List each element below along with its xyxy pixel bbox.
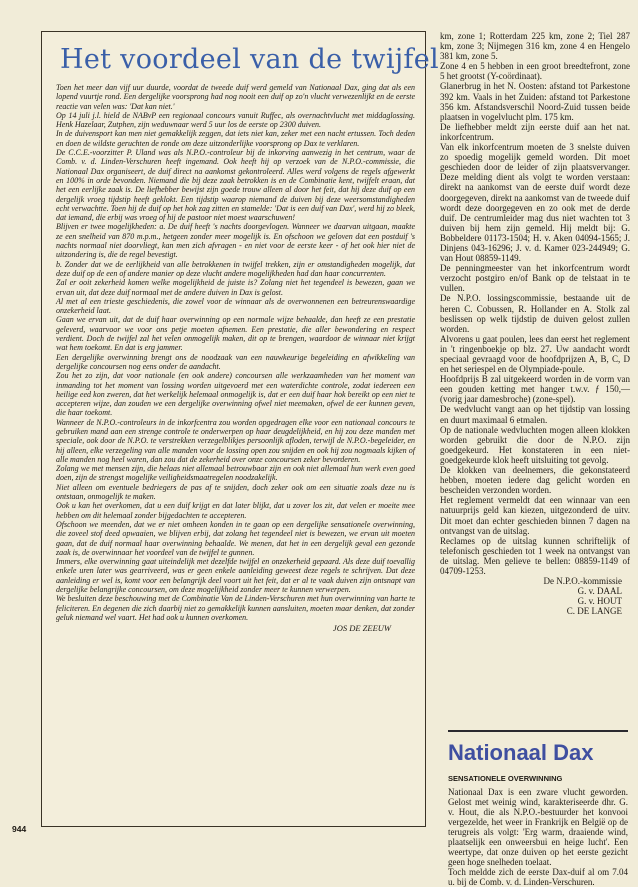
column-paragraph: De wedvlucht vangt aan op het tijdstip van lossing en duurt maximaal 6 etmalen. (440, 404, 630, 425)
column-paragraph: De penningmeester van het inkorfcentrum wordt verzocht postgiro en/of Bank op de telstaat in te vullen. (440, 263, 630, 294)
column-paragraph: De liefhebber meldt zijn eerste duif aan het nat. inkorfcentrum. (440, 121, 630, 142)
column-paragraph: Reclames op de uitslag kunnen schriftelijk of telefonisch geschieden tot 1 week na ontvangst van de uitslag. Men gelieve te bellen: 08859-1149 of 04709-1253. (440, 535, 630, 576)
article-body (56, 83, 415, 634)
article-paragraph: Wanneer de N.P.O.-controleurs in de inkorfcentra zou worden opgedragen elke voor een nationaal concours te gebruiken mand aan een strenge controle te onderwerpen op haar deugdelijkheid, en hij zou deze manden met speciale, ook door de N.P.O. te verstrekken verzegelblikjes persoonlijk afloden, terwijl de N.P.O.-begeleider, en hij alleen, elke verzegeling van alle manden voor de lossing open zou snijden en ook hij zou nogmaals kijken of alle manden nog heel waren, dan zou dat de zekerheid over onze concoursen zeker bevorderen. (56, 417, 415, 464)
column-paragraph: km, zone 1; Rotterdam 225 km, zone 2; Tiel 287 km, zone 3; Nijmegen 316 km, zone 4 en Hengelo 381 km, zone 5. (440, 31, 630, 62)
signature-block (440, 576, 630, 616)
page-number: 944 (12, 824, 27, 834)
column-paragraph: Alvorens u gaat poulen, lees dan eerst het reglement in 't ringenboekje op blz. 27. Uw aandacht wordt speciaal gevraagd voor de hoofdprijzen A, B, C, D en het seriespel en de Olympiade-poule. (440, 333, 630, 375)
signature-line: G. v. HOUT (577, 596, 622, 607)
article-paragraph: Een dergelijke overwinning brengt ons de noodzaak van een nauwkeurige begeleiding en afwikkeling van dergelijke concoursen nog eens onder de aandacht. (56, 352, 415, 371)
column-paragraph: Glanerbrug in het N. Oosten: afstand tot Parkestone 392 km. Vaals in het Zuiden: afstand tot Parkestone 356 km. Afstandsverschil Noord-Zuid tussen beide plaatsen in vogelvlucht plm. 175 km. (440, 81, 630, 122)
column-paragraph: Zone 4 en 5 hebben in een groot breedtefront, zone 5 het grootst (Y-coördinaat). (440, 61, 630, 82)
article-paragraph: Al met al een trieste geschiedenis, die zowel voor de winnaar als de overwonnenen een betreurenswaardige onzekerheid laat. (56, 296, 415, 316)
column-paragraph: Van elk inkorfcentrum moeten de 3 snelste duiven zo spoedig mogelijk gemeld worden. Dit moet geschieden door de leider of zijn plaatsvervanger. Deze melding dient als volgt te worden verstaan: direkt na aankomst van de eerste duif wordt deze doorgegeven, direkt na aankomst van de tweede duif wordt deze doorgegeven en zo ook met de derde duif. De centrumleider mag dus niet wachten tot 3 duiven bij hem zijn gemeld. Hij meldt bij: G. Bobbeldere 01173-1504; H. v. Aken 04094-1565; J. Dinjens 043-16296; J. v. d. Kamer 023-244949; G. van Hout 08859-1149. (440, 142, 630, 264)
section-body (448, 787, 628, 887)
article-paragraph: Niet alleen om eventuele bedriegers de pas af te snijden, doch zeker ook om een situatie zoals deze nu is ontstaan, onmogelijk te maken. (56, 482, 415, 502)
column-paragraph: Op de nationale wedvluchten mogen alleen klokken worden gebruikt die door de N.P.O. zijn goedgekeurd. Het konstateren in een niet-goedgekeurde klok heeft uitsluiting tot gevolg. (440, 424, 630, 465)
article-paragraph: Zolang we met mensen zijn, die helaas niet allemaal betrouwbaar zijn en ook niet allemaal hun werk even goed doen, zijn de strengst mogelijke veiligheidsmaatregelen noodzakelijk. (56, 464, 415, 483)
right-column (440, 31, 630, 731)
article-paragraph: In de duivensport kan men niet gemakkelijk zeggen, dat iets niet kan, zeker met een nacht ertussen. Toch deden en doen de wildste geruchten de ronde om deze uitzonderlijke voorsprong op Dax te verklaren. (56, 129, 415, 148)
article-paragraph: Immers, elke overwinning gaat uiteindelijk met dezelfde twijfel en onzekerheid gepaard. Als deze duif toevallig enkele uren later was gearriveerd, was er geen enkele aanleiding geweest deze regels te schrijven. Dat deze aanleiding er wel is, komt voor een belangrijk deel voort uit het feit, dat er al te vaak duiven zijn ontsnapt van dergelijke belangrijke concoursen, om deze mogelijkheid zonder meer te kunnen verwerpen. (56, 557, 415, 595)
article-paragraph: Toen het meer dan vijf uur duurde, voordat de tweede duif werd gemeld van Nationaal Dax, ging dat als een lopend vuurtje rond. Een dergelijke voorsprong had nog nooit een duif op zo'n vlucht verwezenlijkt en de eerste reactie van velen was: 'Dat kan niet.' (56, 83, 415, 111)
article-byline: JOS DE ZEEUW (332, 623, 391, 634)
column-paragraph: De klokken van deelnemers, die gekonstateerd hebben, moeten iedere dag gelicht worden en bescheiden verzonden worden. (440, 465, 630, 496)
article-paragraph: De C.C.E.-voorzitter P. Uland was als N.P.O.-controleur bij de inkorving aanwezig in het centrum, waar de Comb. v. d. Linden-Verschuren heeft ingemand. Ook heeft hij op verzoek van de N.P.O.-commissie, die Nationaal Dax organiseert, de duif direct na aankomst gekontroleerd. Alles werd volgens de regels afgewerkt en 100% in orde bevonden. Niemand die bij deze zaak betrokken is en de Combinatie kent, twijfelt eraan, dat het een eerlijke zaak is. De liefhebber bewijst zijn goede trouw alleen al door het feit, dat hij deze duif op een dergelijk vroeg tijdstip heeft geklokt. Een tijdstip waarop niemand de duiven bij deze weersomstandigheden echt verwachtte. Toen hij de duif op het hok zag zitten en stamelde: 'Dat is een duif van Dax', werd hij zo bleek, dat iemand, die erbij was vroeg of hij de pastoor niet moest waarschuwen! (56, 148, 415, 223)
signature-line: C. DE LANGE (566, 606, 622, 617)
article-paragraph: Ofschoon we meenden, dat we er niet omheen konden in te gaan op een dergelijke sensationele overwinning, die zoveel stof deed opwaaien, we blijven erbij, dat zolang het tegendeel niet is bewezen, we ervan uit moeten gaan, dat de duif normaal haar overwinning behaalde. We menen, dat het in een dergelijk geval een gezonde zaak is, de overwinnaar het voordeel van de twijfel te gunnen. (56, 519, 415, 557)
article-paragraph: Zal er ooit zekerheid komen welke mogelijkheid de juiste is? Zolang niet het tegendeel is bewezen, gaan we ervan uit, dat deze duif normaal met de andere duiven in Dax is gelost. (56, 278, 415, 297)
article-box (41, 31, 439, 827)
article-paragraph: Ook u kan het overkomen, dat u een duif krijgt en dat later blijkt, dat u zover los zit, dat velen er moeite mee hebben om dit helemaal zonder bijgedachten te accepteren. (56, 501, 415, 520)
article-title: Het voordeel van de twijfel (60, 44, 439, 75)
article-paragraph: Gaan we ervan uit, dat de duif haar overwinning op een normale wijze behaalde, dan heeft ze een prestatie geleverd, waarvoor we voor ons petje moeten afnemen. Een prestatie, die aller bewondering en respect verdient. Doch de twijfel zal het velen onmogelijk maken, dit op te brengen, waardoor de winnaar niet krijgt wat hem toekomt. En dat is erg jammer. (56, 315, 415, 353)
article-paragraph: b. Zonder dat we de eerlijkheid van alle betrokkenen in twijfel trekken, zijn er omstandigheden mogelijk, dat deze duif op de een of andere manier op deze vlucht andere mogelijkheden had dan haar concurrenten. (56, 259, 415, 278)
signature-line: De N.P.O.-kommissie (543, 576, 622, 587)
article-paragraph: Blijven er twee mogelijkheden: a. De duif heeft 's nachts doorgevlogen. Wanneer we daarvan uitgaan, maakte ze een snelheid van 870 m.p.m., hetgeen zonder meer mogelijk is. En ofschoon we geloven dat een postduif 's nachts normaal niet doorvliegt, kan men zich afvragen - en niet voor de eerste keer - of het ook hier niet de uitzondering is, die de regel bevestigt. (56, 222, 415, 260)
column-paragraph: Hoofdprijs B zal uitgekeerd worden in de vorm van een gouden ketting met hanger t.w.v. ƒ 150,— (vorig jaar damesbroche) (zone-spel). (440, 374, 630, 405)
section-paragraph: Nationaal Dax is een zware vlucht geworden. Gelost met weinig wind, karakteriseerde dhr. G. v. Hout, die als N.P.O.-bestuurder het konvooi vergezelde, het weer in Frankrijk en België op de terugreis als volgt: 'Erg warm, draaiende wind, plaatselijk een onweersbui en heige lucht'. Een weertype, dat onze duiven op het eerste gezicht geen hoge snelheden toelaat. (448, 787, 628, 867)
signature-line: G. v. DAAL (577, 586, 622, 597)
column-paragraph: De N.P.O. lossingscommissie, bestaande uit de heren C. Cobussen, R. Hollander en A. Stolk zal beslissen op welk tijdstip de duiven gelost zullen worden. (440, 293, 630, 334)
article-paragraph: We besluiten deze beschouwing met de Combinatie Van de Linden-Verschuren met hun overwinning van harte te feliciteren. En degenen die zich daarbij niet zo gemakkelijk kunnen aansluiten, moeten maar denken, dat zonder geluk niemand wel vaart. Het had ook u kunnen overkomen. (56, 594, 415, 622)
article-paragraph: Zou het zo zijn, dat voor nationale (en ook andere) concoursen alle werkzaamheden van het moment van inmanding tot het moment van lossing worden uitgevoerd met een waterdichte controle, zodat iedereen een heilige eed kon zweren, dat het werkelijk helemaal onmogelijk is, dat er een duif haar hok bereikt op een niet te accepteren wijze, dan zouden we een dergelijke overwinning ofwel niet meemaken, ofwel de eer kunnen geven, die haar toekomt. (56, 371, 415, 418)
section-paragraph: Toch meldde zich de eerste Dax-duif al om 7.04 u. bij de Comb. v. d. Linden-Verschuren. (448, 867, 628, 887)
section-subtitle: SENSATIONELE OVERWINNING (448, 774, 563, 783)
article-paragraph: Op 14 juli j.l. hield de NABvP een regionaal concours vanuit Ruffec, als overnachtvlucht met middaglossing. Henk Hazelaar, Zutphen, zijn weduwnaar werd 5 uur los de eerste op 2300 duiven. (56, 110, 415, 130)
column-paragraph: Het reglement vermeldt dat een winnaar van een natuurprijs geld kan kiezen, uitgezonderd de uitv. Dit moet dan echter geschieden binnen 7 dagen na ontvangst van de uitslag. (440, 495, 630, 536)
nationaal-dax-section (448, 730, 628, 887)
section-title: Nationaal Dax (448, 740, 594, 765)
